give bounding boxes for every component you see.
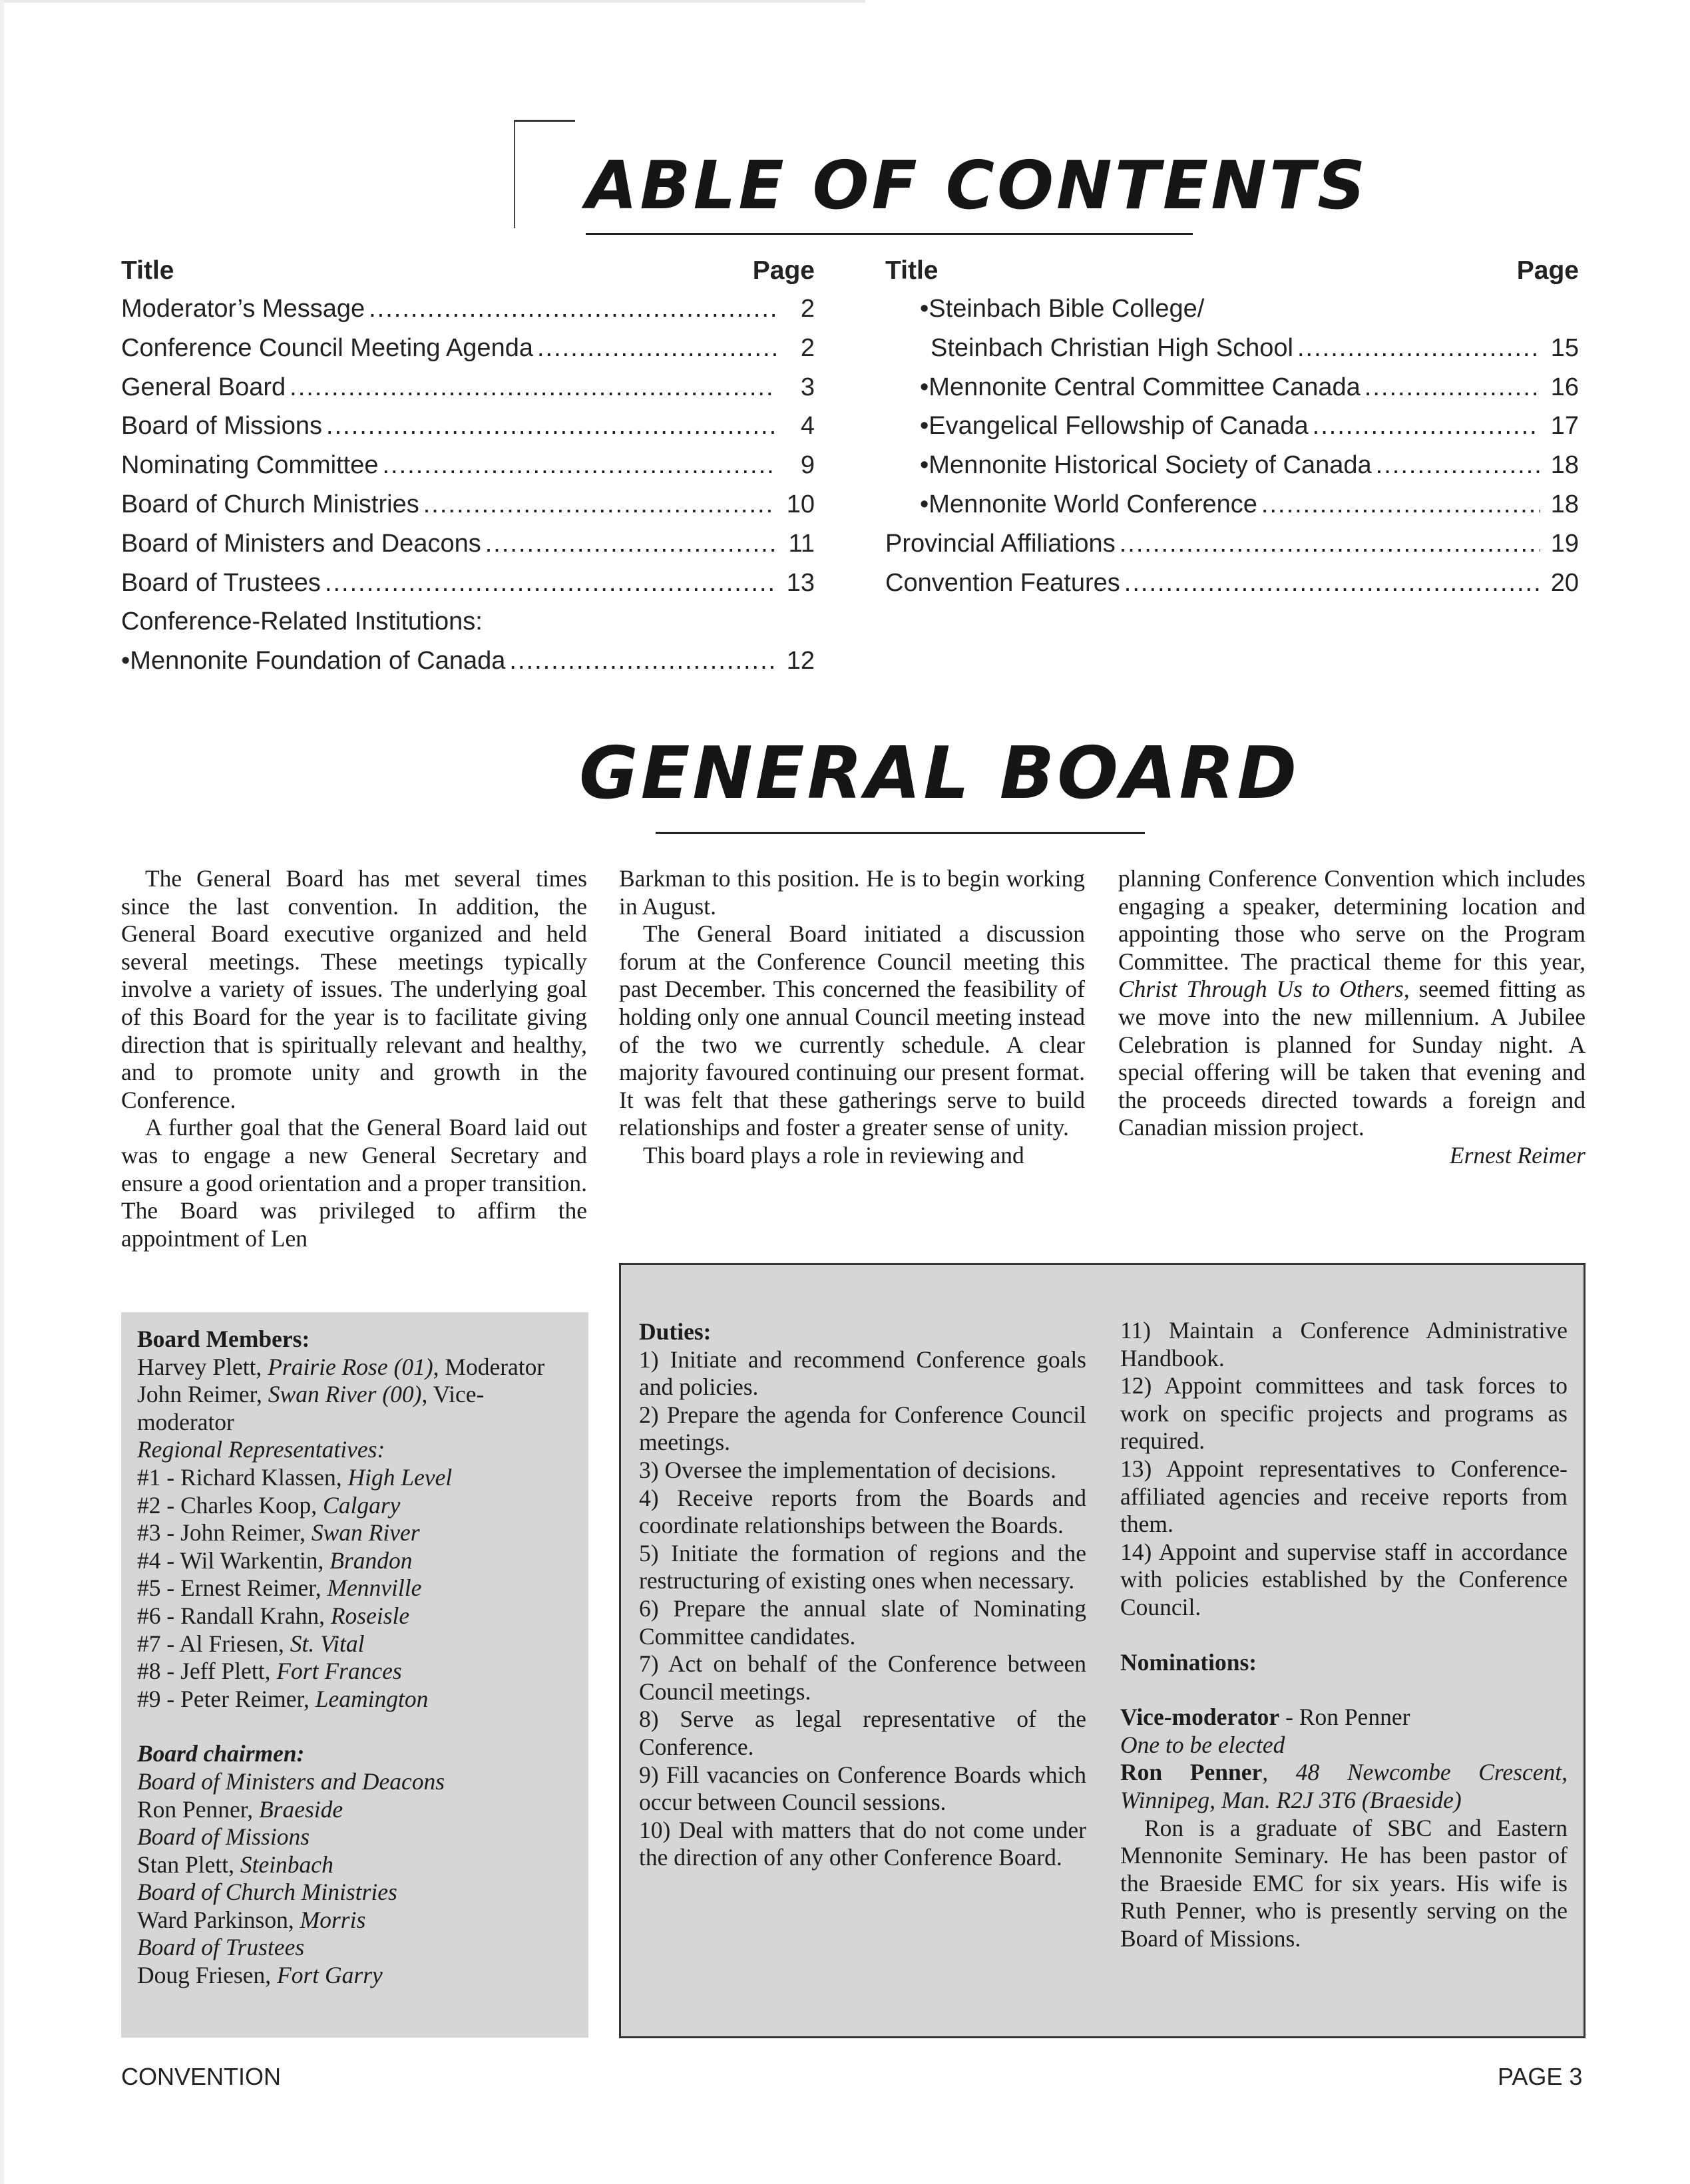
toc-entry[interactable]: Board of Church Ministries ..... 10 bbox=[121, 490, 815, 530]
section-heading-rule bbox=[656, 832, 1145, 834]
toc-entry[interactable]: •Mennonite Historical Society of Canada ..... 18 bbox=[885, 451, 1579, 490]
author-signature: Ernest Reimer bbox=[1449, 1141, 1585, 1169]
toc-entry[interactable]: Board of Missions ..... 4 bbox=[121, 412, 815, 451]
regional-rep: #6 - Randall Krahn, Roseisle bbox=[137, 1602, 410, 1629]
footer-page-number: PAGE 3 bbox=[1498, 2063, 1583, 2090]
article-paragraph: The General Board initiated a discussion forum at the Conference Council meeting this past December. This concerned the feasibility of holding only one annual Council meeting instead of the two we currently schedule. A clear majority favoured continuing our present format. It was felt that these gatherings serve to build relationships and foster a greater sense of unity. bbox=[619, 920, 1085, 1141]
regional-rep: #2 - Charles Koop, Calgary bbox=[137, 1491, 401, 1519]
section-heading: GENERAL BOARD bbox=[579, 732, 1300, 815]
footer-publication: CONVENTION bbox=[121, 2063, 282, 2090]
nomination-position: Vice-moderator - Ron Penner bbox=[1120, 1704, 1410, 1731]
toc-page-label: Page bbox=[752, 256, 815, 285]
toc-entry[interactable]: •Evangelical Fellowship of Canada ..... 17 bbox=[885, 412, 1579, 451]
toc-entry[interactable]: Steinbach Christian High School ..... 15 bbox=[885, 334, 1579, 373]
toc-entry[interactable]: General Board ..... 3 bbox=[121, 373, 815, 413]
toc-entry[interactable]: Convention Features ..... 20 bbox=[885, 569, 1579, 608]
article-column-1 bbox=[121, 865, 587, 1252]
regional-rep: #5 - Ernest Reimer, Mennville bbox=[137, 1574, 422, 1602]
duty-item: 4) Receive reports from the Boards and coordinate relationships between the Boards. bbox=[639, 1484, 1086, 1539]
duty-item: 13) Appoint representatives to Conference-affiliated agencies and receive reports from them. bbox=[1120, 1455, 1568, 1538]
duty-item: 2) Prepare the agenda for Conference Council meetings. bbox=[639, 1401, 1086, 1456]
toc-entry-first-line[interactable]: •Steinbach Bible College/ bbox=[920, 295, 1205, 323]
chairman-name: Doug Friesen, Fort Garry bbox=[137, 1962, 383, 1989]
toc-left-header bbox=[121, 256, 815, 295]
chairman-name: Stan Plett, Steinbach bbox=[137, 1851, 333, 1878]
article-column-3 bbox=[1118, 865, 1585, 1170]
toc-page-label: Page bbox=[1516, 256, 1579, 285]
toc-entry[interactable]: Board of Trustees ..... 13 bbox=[121, 569, 815, 608]
chairman-board: Board of Trustees bbox=[137, 1934, 305, 1961]
toc-entry[interactable]: •Mennonite Central Committee Canada ..... 16 bbox=[885, 373, 1579, 413]
board-members-box bbox=[121, 1312, 588, 2038]
duty-item: 7) Act on behalf of the Conference between Council meetings. bbox=[639, 1650, 1086, 1705]
toc-entry[interactable]: •Mennonite World Conference ..... 18 bbox=[885, 490, 1579, 530]
duty-item: 1) Initiate and recommend Conference goals and policies. bbox=[639, 1346, 1086, 1401]
duties-column-left bbox=[639, 1318, 1086, 1872]
duties-column-right bbox=[1120, 1317, 1568, 1952]
chairman-board: Board of Church Ministries bbox=[137, 1879, 397, 1906]
regional-rep: #4 - Wil Warkentin, Brandon bbox=[137, 1547, 413, 1574]
nomination-elect: One to be elected bbox=[1120, 1731, 1285, 1758]
chairman-name: Ward Parkinson, Morris bbox=[137, 1906, 366, 1933]
duty-item: 6) Prepare the annual slate of Nominating Committee candidates. bbox=[639, 1594, 1086, 1650]
toc-title-label: Title bbox=[885, 256, 939, 285]
duty-item: 3) Oversee the implementation of decisions. bbox=[639, 1456, 1056, 1483]
article-column-2 bbox=[619, 865, 1085, 1170]
duty-item: 8) Serve as legal representative of the Conference. bbox=[639, 1706, 1086, 1760]
regional-reps-heading: Regional Representatives: bbox=[137, 1436, 385, 1463]
missing-initial-block bbox=[514, 120, 575, 228]
regional-rep: #7 - Al Friesen, St. Vital bbox=[137, 1630, 365, 1657]
toc-right-column bbox=[885, 256, 1579, 608]
article-paragraph: The General Board has met several times since the last convention. In addition, the General Board executive organized and held several meetings. These meetings typically involve a variety of issues. The underlying goal of this Board for the year is to facilitate giving direction that is spiritually relevant and healthy, and to promote unity and growth in the Conference. bbox=[121, 865, 587, 1113]
regional-rep: #1 - Richard Klassen, High Level bbox=[137, 1463, 453, 1491]
toc-entry[interactable]: Nominating Committee ..... 9 bbox=[121, 451, 815, 490]
duty-item: 5) Initiate the formation of regions and the restructuring of existing ones when necessary. bbox=[639, 1539, 1086, 1594]
toc-group-label: Conference-Related Institutions: bbox=[121, 608, 483, 636]
nomination-bio: Ron is a graduate of SBC and Eastern Mennonite Seminary. He has been pastor of the Braeside EMC for six years. His wife is Ruth Penner, who is presently serving on the Board of Missions. bbox=[1120, 1814, 1568, 1952]
nominations-heading: Nominations: bbox=[1120, 1648, 1257, 1676]
chairman-board: Board of Missions bbox=[137, 1823, 310, 1851]
article-paragraph: A further goal that the General Board laid out was to engage a new General Secretary and ensure a good orientation and a proper transition. The Board was privileged to affirm the appointment of Len bbox=[121, 1114, 587, 1252]
vice-moderator-entry: John Reimer, Swan River (00), Vice-moderator bbox=[137, 1381, 485, 1435]
article-paragraph: This board plays a role in reviewing and bbox=[643, 1141, 1024, 1169]
nomination-candidate: Ron Penner, 48 Newcombe Crescent, Winnipeg, Man. R2J 3T6 (Braeside) bbox=[1120, 1759, 1568, 1813]
toc-heading: ABLE OF CONTENTS bbox=[586, 146, 1369, 224]
duty-item: 12) Appoint committees and task forces to work on specific projects and programs as required. bbox=[1120, 1372, 1568, 1455]
toc-right-header bbox=[885, 256, 1579, 295]
article-paragraph: Barkman to this position. He is to begin working in August. bbox=[619, 865, 1085, 920]
toc-entry[interactable]: Moderator’s Message ..... 2 bbox=[121, 295, 815, 334]
theme-title: Christ Through Us to Others bbox=[1118, 976, 1404, 1003]
scan-edge-top bbox=[0, 0, 865, 3]
chairman-board: Board of Ministers and Deacons bbox=[137, 1767, 445, 1795]
toc-entry[interactable]: Conference Council Meeting Agenda ..... 2 bbox=[121, 334, 815, 373]
toc-title-label: Title bbox=[121, 256, 174, 285]
duty-item: 14) Appoint and supervise staff in accordance with policies established by the Conference Council. bbox=[1120, 1538, 1568, 1620]
article-paragraph: planning Conference Convention which includes engaging a speaker, determining location and appointing those who serve on the Program Committee. The practical theme for this year, Christ Through Us to Others, seemed fitting as we move into the new millennium. A Jubilee Celebration is planned for Sunday night. A special offering will be taken that evening and the proceeds directed towards a foreign and Canadian mission project. bbox=[1118, 865, 1586, 1141]
duties-heading: Duties: bbox=[639, 1318, 712, 1345]
duties-box bbox=[619, 1263, 1585, 2038]
duty-item: 9) Fill vacancies on Conference Boards which occur between Council sessions. bbox=[639, 1761, 1086, 1816]
regional-rep: #9 - Peter Reimer, Leamington bbox=[137, 1685, 429, 1712]
chairman-name: Ron Penner, Braeside bbox=[137, 1795, 343, 1823]
moderator-entry: Harvey Plett, Prairie Rose (01), Moderator bbox=[137, 1353, 545, 1380]
regional-rep: #3 - John Reimer, Swan River bbox=[137, 1519, 420, 1547]
toc-left-column bbox=[121, 256, 815, 686]
toc-entry[interactable]: Provincial Affiliations ..... 19 bbox=[885, 530, 1579, 569]
regional-rep: #8 - Jeff Plett, Fort Frances bbox=[137, 1658, 402, 1685]
toc-heading-rule bbox=[586, 233, 1193, 235]
duty-item: 10) Deal with matters that do not come under the direction of any other Conference Board. bbox=[639, 1816, 1086, 1871]
duty-item: 11) Maintain a Conference Administrative Handbook. bbox=[1120, 1317, 1568, 1371]
board-chairmen-heading: Board chairmen: bbox=[137, 1740, 305, 1767]
scan-edge-left bbox=[0, 0, 4, 2184]
toc-entry[interactable]: •Mennonite Foundation of Canada ..... 12 bbox=[121, 647, 815, 686]
toc-entry[interactable]: Board of Ministers and Deacons ..... 11 bbox=[121, 530, 815, 569]
board-members-heading: Board Members: bbox=[137, 1326, 310, 1352]
